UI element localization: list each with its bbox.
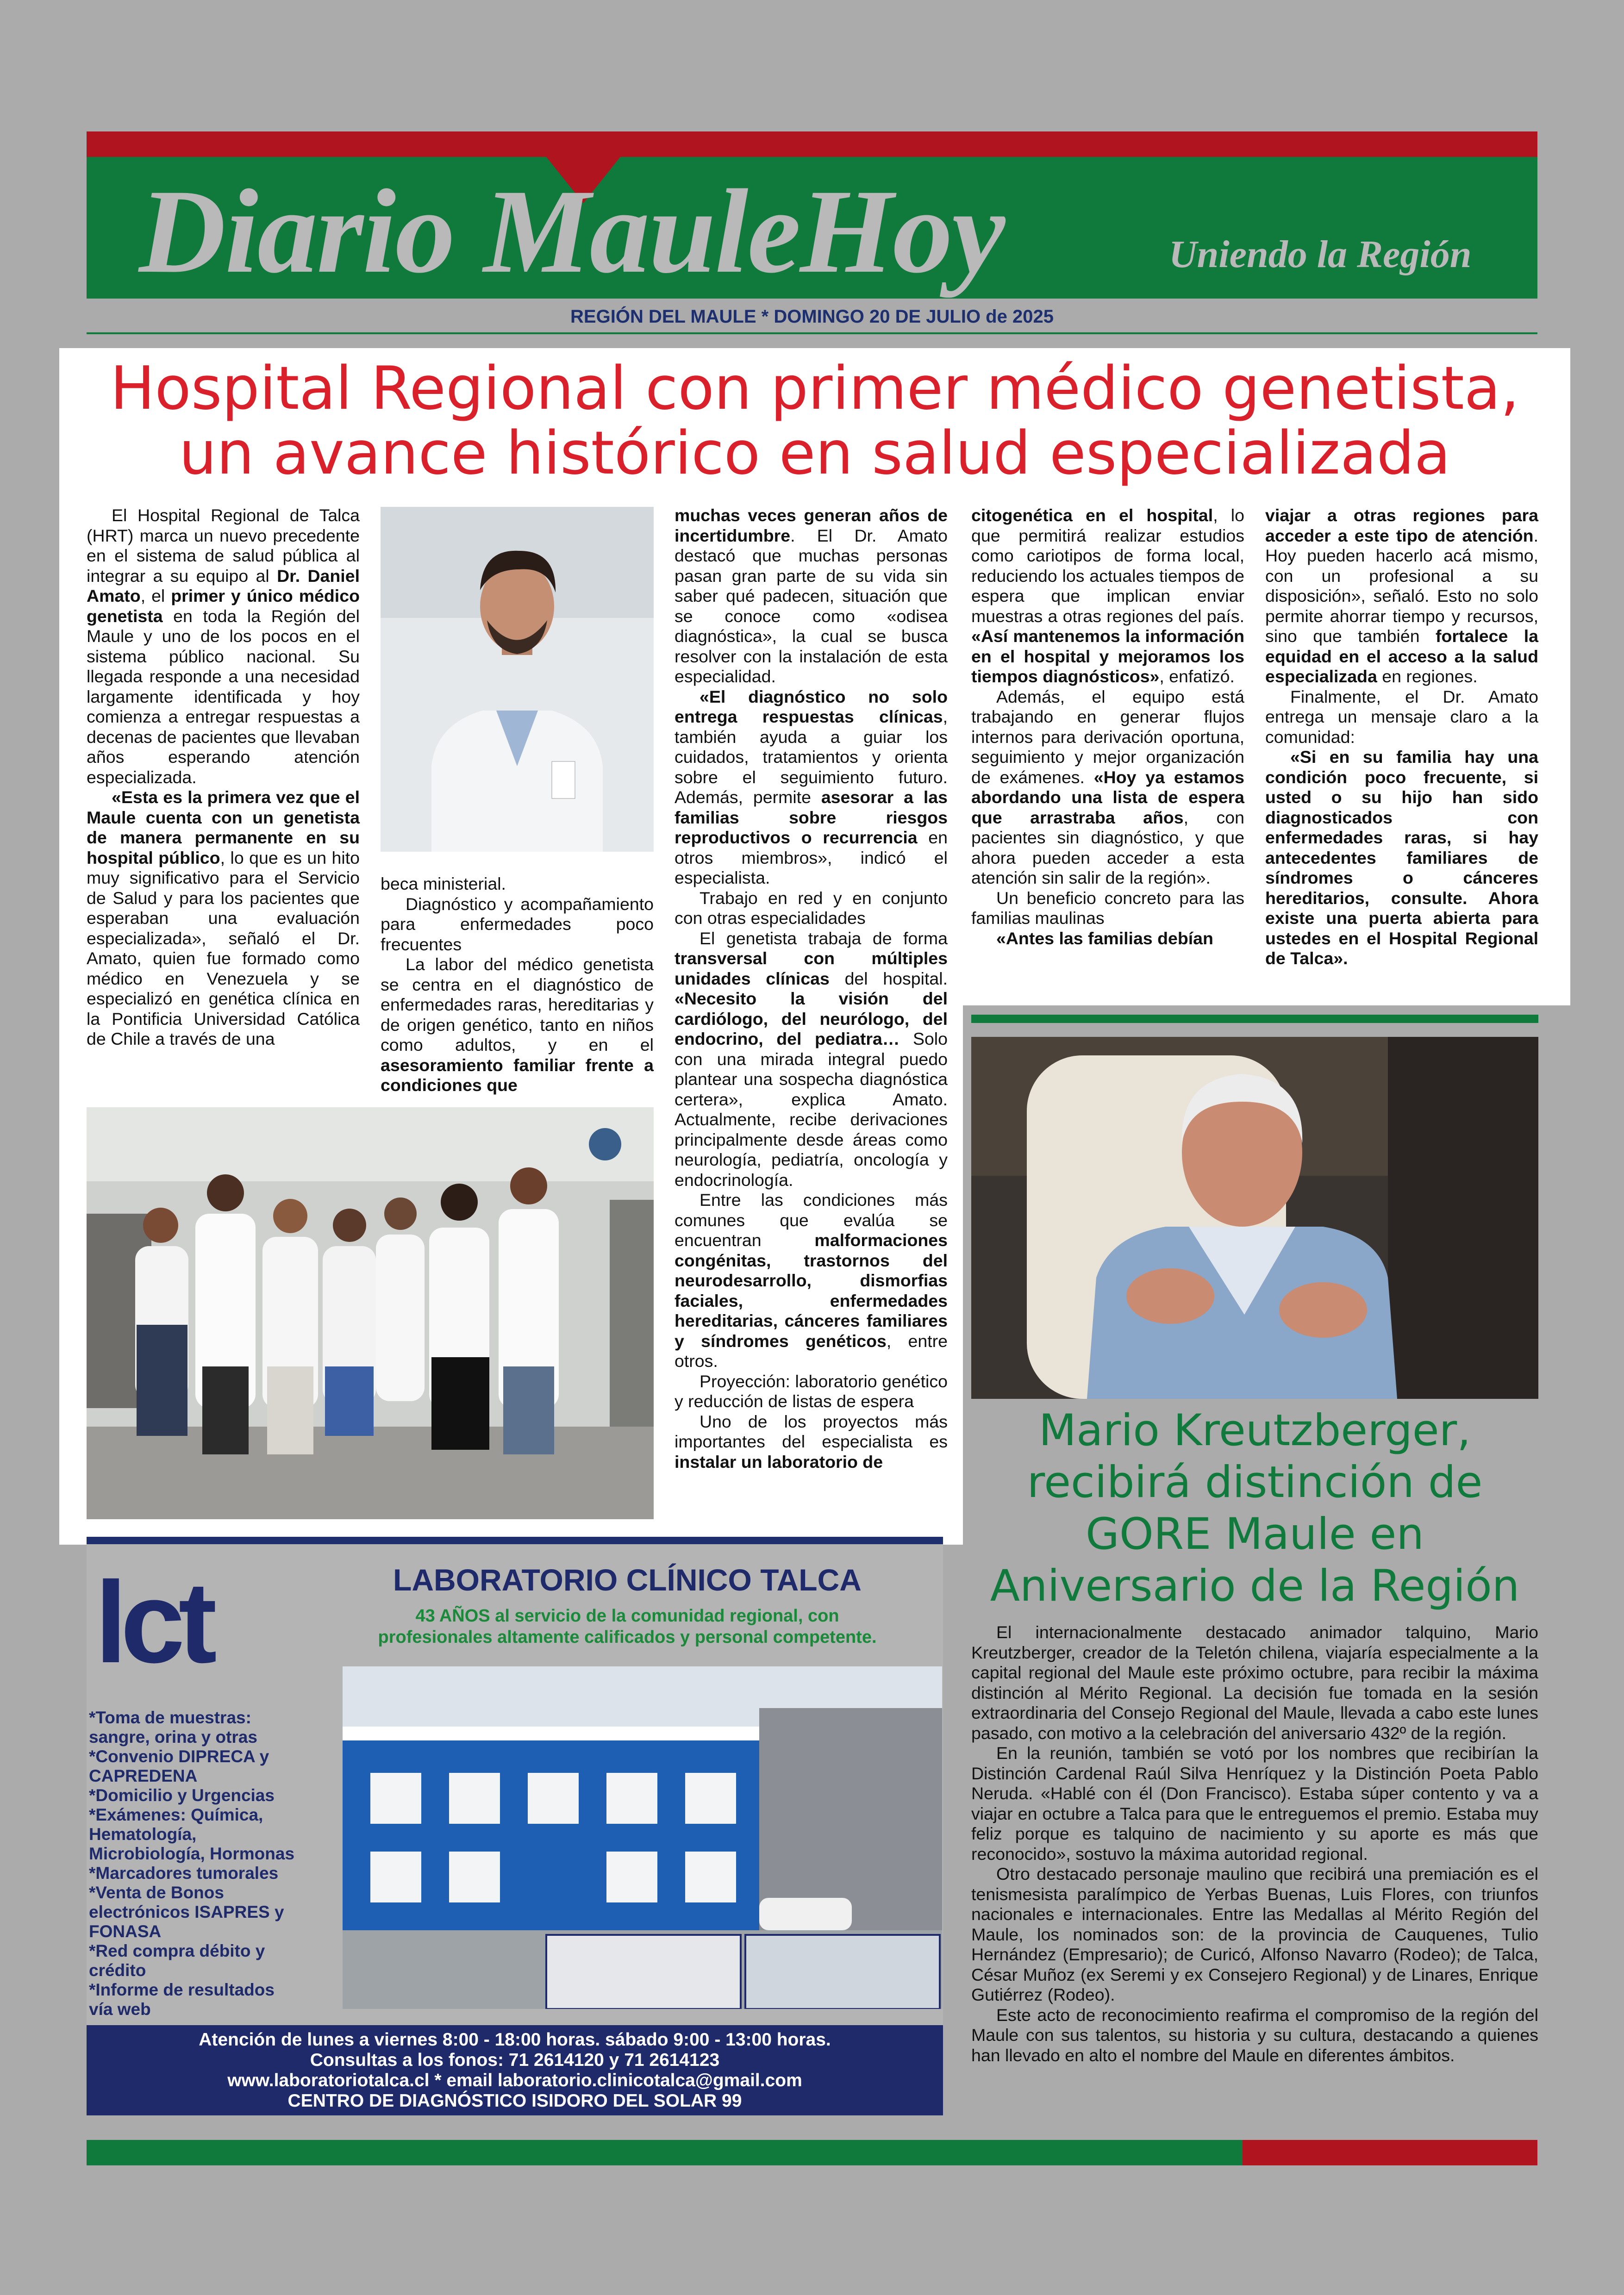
paragraph: El Hospital Regional de Talca (HRT) marca un nuevo precedente en el sistema de salud pública al integrar a su equipo al Dr. Daniel Amato, el primer y único médico genetista en toda la Región del Maule y uno de los pocos en el sistema público nacional. Su llegada responde a una necesidad largamente identificada y hoy comienza a entregar respuestas a decenas de pacientes que llevaban años esperando atención especializada. — [87, 505, 360, 787]
paragraph: Entre las condiciones más comunes que evalúa se encuentran malformaciones congénitas, trastornos del neurodesarrollo, dismorfias faciales, enfermedades hereditarias, cánceres familiares y síndromes genéticos, entre otros. — [675, 1190, 948, 1371]
paragraph: El internacionalmente destacado animador talquino, Mario Kreutzberger, creador de la Teletón chilena, viajaría especialmente a la capital regional del Maule este próximo octubre, para recibir la máxima distinción al Mérito Regional. La decisión fue tomada en la sesión extraordinaria del Consejo Regional del Maule, llevada a cabo este lunes pasado, con motivo a la celebración del aniversario 432º de la región. — [971, 1622, 1538, 1743]
ad-title: LABORATORIO CLÍNICO TALCA — [393, 1563, 862, 1597]
footer-red-band — [1243, 2140, 1537, 2165]
article-column-2 — [381, 874, 654, 1096]
headline-line: un avance histórico en salud especializada — [179, 419, 1451, 488]
dateline: REGIÓN DEL MAULE * DOMINGO 20 DE JULIO de 2025 — [570, 306, 1054, 327]
paragraph: La labor del médico genetista se centra en el diagnóstico de enfermedades raras, hereditarias y de origen genético, tanto en niños como adultos, y en el asesoramiento familiar frente a condiciones que — [381, 954, 654, 1095]
paragraph: Otro destacado personaje maulino que recibirá una premiación es el tenismesista paralímpico de Yerbas Buenas, Luis Flores, con triunfos nacionales e internacionales. Entre las Medallas al Mérito Región del Maule, los nominados son: de la provincia de Cauquenes, Tulio Hernández (Empresario); de Curicó, Alfonso Navarro (Rodeo); de Talca, César Muñoz (ex Seremi y ex Consejero Regional) y de Linares, Enrique Gutiérrez (Rodeo). — [971, 1864, 1538, 2004]
ad-hours: Atención de lunes a viernes 8:00 - 18:00 horas. sábado 9:00 - 13:00 horas. — [199, 2030, 831, 2050]
lct-logo: lct — [95, 1558, 211, 1687]
masthead-red-band — [87, 131, 1537, 157]
section-divider — [971, 1015, 1538, 1023]
article-column-3 — [675, 505, 948, 1472]
subheading: Trabajo en red y en conjunto con otras especialidades — [675, 888, 948, 928]
paragraph: beca ministerial. — [381, 874, 506, 893]
headline-line: Aniversario de la Región — [990, 1561, 1520, 1611]
article-column-4 — [971, 505, 1244, 948]
paragraph: muchas veces generan años de incertidumbre. El Dr. Amato destacó que muchas personas pasan gran parte de su vida sin saber qué padecen, situación que se conoce como «odisea diagnóstica», la cual se busca resolver con la instalación de esta especialidad. — [675, 505, 948, 686]
ad-services-list: *Toma de muestras: sangre, orina y otras *Convenio DIPRECA y CAPREDENA *Domicilio y Urgencias *Exámenes: Química, Hematología, Microbiología, Hormonas *Marcadores tumorales *Venta de Bonos electrónicos ISAPRES y FONASA *Red compra débito y crédito *Informe de resultados vía web — [89, 1708, 295, 2019]
paragraph: En la reunión, también se votó por los nombres que recibirían la Distinción Cardenal Raúl Silva Henríquez y la Distinción Poeta Pablo Neruda. «Hablé con él (Don Francisco). Estaba súper contento y va a viajar en octubre a Talca para que le entreguemos el premio. Estaba muy feliz porque es talquino de nacimiento y su aporte es más que reconocido», sostuvo la máxima autoridad regional. — [971, 1743, 1538, 1864]
newspaper-tagline: Uniendo la Región — [1169, 233, 1472, 276]
paragraph: El genetista trabaja de forma transversal con múltiples unidades clínicas del hospital. «Necesito la visión del cardiólogo, del neurólogo, del endocrino, del pediatra… Solo con una mirada integral puedo plantear una sospecha diagnóstica certera», explica Amato. Actualmente, recibe derivaciones principalmente desde áreas como neurología, pediatría, oncología y endocrinología. — [675, 928, 948, 1190]
subheading: Proyección: laboratorio genético y reducción de listas de espera — [675, 1371, 948, 1411]
paragraph: «El diagnóstico no solo entrega respuestas clínicas, también ayuda a guiar los cuidados, tratamientos y orienta sobre el seguimiento futuro. Además, permite asesorar a las familias sobre riesgos reproductivos o recurrencia en otros miembros», indicó el especialista. — [675, 686, 948, 887]
footer-green-band — [87, 2140, 1243, 2165]
paragraph: Además, el equipo está trabajando en generar flujos internos para derivación oportuna, seguimiento y mejor organización de exámenes. «Hoy ya estamos abordando una lista de espera que arrastraba años, con pacientes sin diagnóstico, y que ahora pueden acceder a esta atención sin salir de la región». — [971, 686, 1244, 887]
newspaper-title: Diario MauleHoy — [139, 165, 1005, 298]
dateline-rule — [87, 332, 1537, 334]
paragraph: «Si en su familia hay una condición poco frecuente, si usted o su hijo han sido diagnosticados con enfermedades raras, si hay antecedentes familiares de síndromes o cánceres hereditarios, consulte. Ahora existe una puerta abierta para ustedes en el Hospital Regional de Talca». — [1265, 747, 1538, 968]
article-headline — [59, 356, 1570, 486]
kreutzberger-article-body — [971, 1622, 1538, 2065]
paragraph: «Esta es la primera vez que el Maule cuenta con un genetista de manera permanente en su hospital público, lo que es un hito muy significativo para el Servicio de Salud y para los pacientes que esperaban una evaluación especializada», señaló el Dr. Amato, quien fue formado como médico en Venezuela y se especializó en genética clínica en la Pontificia Universidad Católica de Chile a través de una — [87, 787, 360, 1048]
ad-web-email: www.laboratoriotalca.cl * email laboratorio.clinicotalca@gmail.com — [227, 2070, 802, 2090]
headline-line: Hospital Regional con primer médico genetista, — [110, 354, 1519, 423]
headline-line: Mario Kreutzberger, — [1038, 1405, 1471, 1456]
paragraph: Uno de los proyectos más importantes del especialista es instalar un laboratorio de — [675, 1411, 948, 1472]
headline-line: recibirá distinción de — [1027, 1457, 1483, 1508]
laboratory-building-photo — [343, 1666, 942, 2009]
ad-footer — [87, 2025, 943, 2115]
ad-top-rule — [87, 1537, 943, 1544]
paragraph: citogenética en el hospital, lo que permitirá realizar estudios como cariotipos de forma local, reduciendo los actuales tiempos de espera que implican enviar muestras a otras regiones del país. «Así mantenemos la información en el hospital y mejoramos los tiempos diagnósticos», enfatizó. — [971, 505, 1244, 686]
ad-phones: Consultas a los fonos: 71 2614120 y 71 2614123 — [310, 2050, 720, 2070]
paragraph: Finalmente, el Dr. Amato entrega un mensaje claro a la comunidad: — [1265, 686, 1538, 747]
doctor-portrait-photo — [381, 507, 654, 852]
paragraph: viajar a otras regiones para acceder a este tipo de atención. Hoy pueden hacerlo acá mismo, con un profesional a su disposición», señaló. Esto no solo permite ahorrar tiempo y recursos, sino que también fortalece la equidad en el acceso a la salud especializada en regiones. — [1265, 505, 1538, 686]
subheading: Diagnóstico y acompañamiento para enfermedades poco frecuentes — [381, 894, 654, 954]
ad-address: CENTRO DE DIAGNÓSTICO ISIDORO DEL SOLAR 99 — [287, 2091, 742, 2111]
article-column-1 — [87, 505, 360, 1049]
article-column-5 — [1265, 505, 1538, 969]
kreutzberger-headline — [971, 1405, 1538, 1612]
ad-subtitle: 43 AÑOS al servicio de la comunidad regional, con profesionales altamente calificados y personal competente. — [378, 1606, 877, 1647]
headline-line: GORE Maule en — [1086, 1509, 1424, 1559]
subheading: Un beneficio concreto para las familias maulinas — [971, 888, 1244, 928]
paragraph: Este acto de reconocimiento reafirma el compromiso de la región del Maule con sus talentos, su historia y su cultura, destacando a quienes han llevado en alto el nombre del Maule en diferentes ámbitos. — [971, 2005, 1538, 2065]
kreutzberger-photo — [971, 1037, 1538, 1399]
medical-team-group-photo — [87, 1107, 654, 1519]
paragraph: «Antes las familias debían — [996, 928, 1213, 948]
